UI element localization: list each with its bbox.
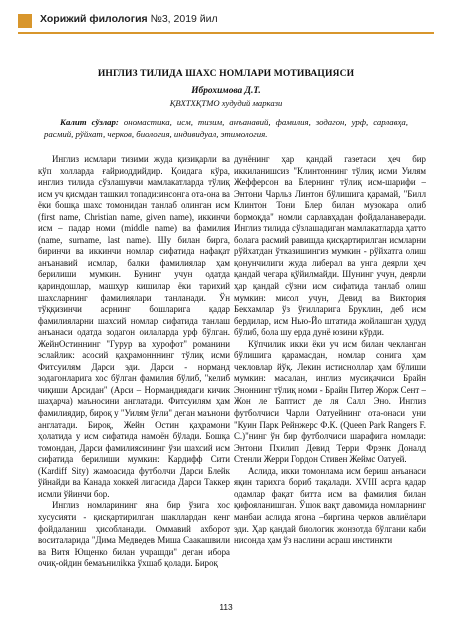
journal-name: Хорижий филология — [40, 13, 148, 25]
journal-header-text — [40, 13, 218, 25]
article-author: Иброхимова Д.Т. — [191, 86, 261, 96]
header-rule — [18, 32, 434, 34]
header-accent-square — [18, 14, 32, 28]
body-column-left — [38, 154, 230, 570]
body-paragraph: Кўпчилик икки ёки уч исм билан чекланган бўлишига қарамасдан, номлар сонига ҳам чекловлар йўқ. Лекин истисноллар ҳам бўлиши мумкин: масалан, инглиз мусиқачиси Брайн Эноннинг тўлиқ номи - Брайн Питер Жорж Сент – Жон ле Баптист де ля Салл Эно. Инглиз футболчиси Чарли Оатуейнинг ота-онаси уни "Куин Парк Рейнжерс Ф.К. (Queen Park Rangers F. C.)"нинг ўн бир футболчиси шарафига номлади: Энтони Пхилип Девид Терри Фрэнк Доналд Стенли Жерри Гордон Стивен Жеймс Оатуей. — [234, 338, 426, 465]
article-affiliation: ҚВХТХҚТМО худудий маркази — [169, 98, 283, 108]
journal-issue: №3, 2019 йил — [150, 13, 218, 25]
page-number: 113 — [219, 602, 233, 612]
journal-header — [18, 10, 434, 34]
keywords-text: ономастика, исм, тизим, анъанавий, фамилия, зодагон, урф, сарлавҳа, расмий, рўйхат, черков, биология, индивидуал, этимология. — [44, 117, 409, 139]
article-title: ИНГЛИЗ ТИЛИДА ШАХС НОМЛАРИ МОТИВАЦИЯСИ — [97, 68, 355, 79]
body-paragraph: дунёнинг ҳар қандай газетаси ҳеч бир иккиланишсиз "Клинтоннинг тўлиқ исми Уилям Жефферсон ва Блернинг тўлиқ исм-шарифи – Энтони Чарльз Линтон бўлишига қарамай, "Билл Клинтон Тони Блер билан музокара олиб бормоқда" номли сарлавҳадан фойдаланаверади. Инглиз тилида сўзлашадиган мамлакатларда ҳатто болага расмий равишда қисқартирилган исмларни рўйхатдан ўтказишингиз мумкин - рўйхатга олиш қонунчилиги жуда либерал ва унга деярли ҳеч қандай чегара қўйилмайди. Шунинг учун, деярли ҳар қандай сўзни исм сифатида танлаб олиш мумкин: мисол учун, Девид ва Виктория Бекхамлар ўз ўғилларига Бруклин, деб исм бердилар, исм Нью-Йо штатида жойлашган ҳудуд бўлиб, бола шу ерда дунё юзини кўрди. — [234, 154, 426, 338]
body-paragraph: Аслида, икки томонлама исм бериш анъанаси яқин тарихга бориб тақалади. XVIII асрга қадар одамлар фақат битта исм ва фамилия билан қифояланишган. Ўшок вақт давомида номларнинг манбаи аслида ягона –биргина черков авлиёлари эди. Ҳар қандай биологик жонзотда бўлгани каби нисонда ҳам ўз наслини асраш инстинкти — [234, 465, 426, 546]
body-paragraph: Инглиз номларининг яна бир ўзига хос хусусияти - қисқартирилган шакллардан кенг фойдаланиш ҳисобланади. Оммавий ахборот воситаларида "Дима Медведев Миша Саакашвили ва Витя Ющенко билан учрашди" деган ибора очиқ-ойдин бемаънилikка ўхшаб қолади. Бироқ — [38, 500, 230, 569]
body-paragraph: Инглиз исмлари тизими жуда қизиқарли ва кўп холларда ғайриоддийдир. Қоидага кўра, инглиз тилида сўзлашувчи мамлакатларда тўлиқ исм уч қисмдан ташкил топади:инсонга ота-она ва ёки бошқа шахс томонидан танлаб олинган исм (first name, Christian name, given name), иккинчи исм – падар номи (middle name) ва фамилия (name, surname, last name). Шу билан бирга, биринчи ва иккинчи номлар сифатида нафақат анъанавий исмлар, балки фамилиялар ҳам берилиши мумкин. Бунинг учун одатда қариндошлар, машҳур кишилар ёки тарихий шахсларнинг фамилиялари танланади. Ўн тўққизинчи асрнинг бошларига қадар фамилияларни шахсий номлар сифатида танлаш анъанаси одатда зодагон оилаларда урф бўлган. ЖейнОстиннинг "Гурур ва хурофот" романини эслайлик: асосий қаҳрамонннинг тўлиқ исми Фитсуилям Дарси эди. Дарси - норманд зодагонларига хос бўлган фамилия бўлиб, "келиб чиқиши Арсидан" (Арси – Нормандиядаги кичик шаҳарча) маъносини англатади. Фитсуилям ҳам фамилиядир, бироқ у "Уилям ўғли" деган маънони англатади. Бироқ, Жейн Остин қаҳрамони ҳолатида у исм сифатида намоён бўлади. Бошқа томондан, Дарси фамилиясининг ўзи шахсий исм сифатида берилиши мумкин: Кардифф Сити (Kardiff Sity) жамоасида футболчи Дарси Блейк ўйнайди ва Канада хоккей лигасида Дарси Таккер исмли ўйинчи бор. — [38, 154, 230, 499]
body-column-right — [234, 154, 426, 547]
keywords-block — [44, 117, 408, 140]
keywords-label: Калит сўзлар: — [60, 117, 119, 127]
